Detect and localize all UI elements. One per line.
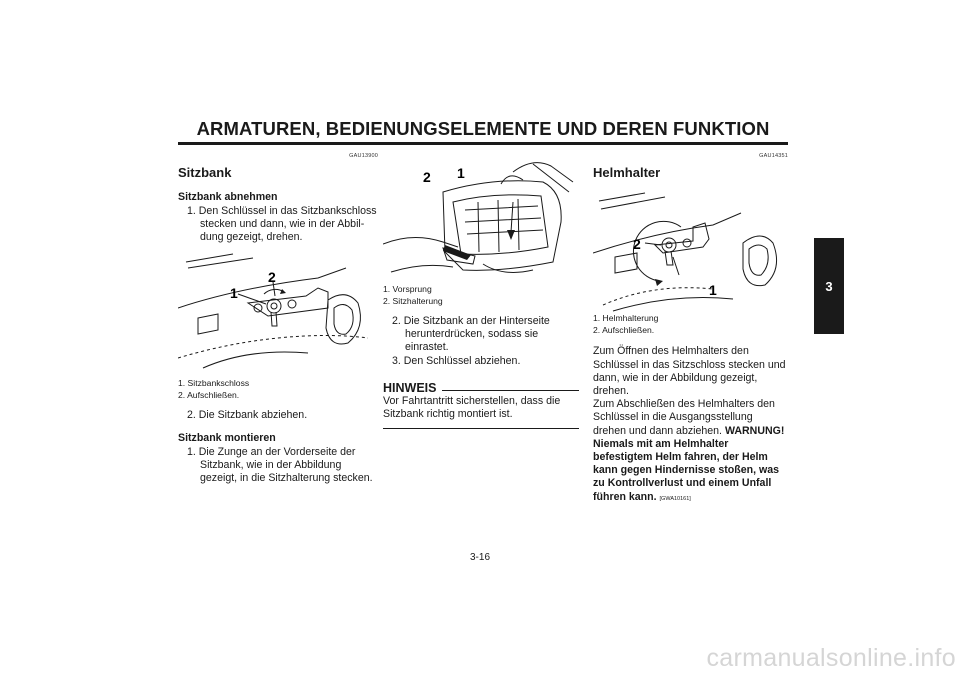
fig-label-1: 1 [709, 282, 717, 299]
chapter-tab [814, 238, 844, 334]
hinweis-title: HINWEIS [383, 380, 437, 395]
remove-step-1: 1. Den Schlüssel in das Sitzbankschloss stecken und dann, wie in der Abbildung gezeigt, drehen. [187, 204, 377, 244]
page-number: 3-16 [469, 552, 490, 563]
warning-code: [GWA10161] [659, 495, 691, 502]
section-title-helmhalter: Helmhalter [593, 165, 661, 181]
figure-caption-2: 2. Aufschließen. [593, 324, 655, 335]
column-sitzbank-cont [383, 150, 579, 429]
helmet-close-instruction: Zum Abschließen des Helmhalters den Schlüssel in die Ausgangsstellung drehen und dann abziehen. [593, 398, 775, 437]
hinweis-heading [383, 382, 579, 395]
fig-label-2: 2 [423, 169, 431, 185]
helmet-close-text [593, 398, 788, 506]
column-helmhalter [593, 150, 788, 506]
figure-seat-lock [178, 248, 368, 378]
subsection-title-remove: Sitzbank abnehmen [178, 191, 278, 204]
install-step-2: 2. Die Sitzbank an der Hinterseite herunterdrücken, sodass sie einrastet. [392, 315, 550, 354]
section-code: GAU14351 [759, 153, 788, 159]
column-sitzbank [178, 150, 378, 485]
figure-caption-1: 1. Vorsprung [383, 284, 432, 294]
hinweis-text: Vor Fahrtantritt sicherstellen, dass die Sitzbank richtig montiert ist. [383, 395, 561, 421]
subsection-title-install: Sitzbank montieren [178, 432, 276, 445]
chapter-number: 3 [825, 278, 833, 294]
warning-text: WARNUNG! Niemals mit am Helmhalter befestigtem Helm fahren, der Helm kann gegen Hindernisse stoßen, was zu Kontrollverlust und einem Unfall führen kann. [593, 424, 785, 503]
figure-seat-holder [383, 152, 579, 282]
figure-helmet-holder [593, 183, 788, 313]
figure-caption-1: 1. Sitzbankschloss [178, 378, 250, 389]
helmet-open-text: Zum Öffnen des Helmhalters den Schlüssel in das Sitzschloss stecken und dann, wie in der Abbildung gezeigt, drehen. [593, 345, 786, 398]
fig-label-2: 2 [268, 269, 276, 286]
figure-caption-1: 1. Helmhalterung [593, 313, 659, 324]
hinweis-bottom-rule [383, 428, 579, 429]
fig-label-2: 2 [633, 236, 641, 253]
fig-label-1: 1 [230, 285, 238, 302]
hinweis-heading-rule [442, 390, 579, 391]
header-rule [178, 142, 788, 145]
install-step-3: 3. Den Schlüssel abziehen. [392, 354, 521, 367]
section-code: GAU13900 [349, 153, 378, 159]
fig-label-1: 1 [457, 165, 465, 181]
figure-caption-2: 2. Aufschließen. [178, 389, 240, 400]
figure-caption-2: 2. Sitzhalterung [383, 295, 443, 306]
page-header-title: ARMATUREN, BEDIENUNGSELEMENTE UND DEREN FUNKTION [196, 118, 770, 139]
section-title-sitzbank: Sitzbank [178, 165, 232, 181]
remove-step-2: 2. Die Sitzbank abziehen. [187, 409, 308, 422]
watermark: carmanualsonline.info [706, 644, 956, 672]
install-step-1: 1. Die Zunge an der Vorderseite der Sitzbank, wie in der Abbildung gezeigt, in die Sitzhalterung stecken. [187, 445, 373, 485]
